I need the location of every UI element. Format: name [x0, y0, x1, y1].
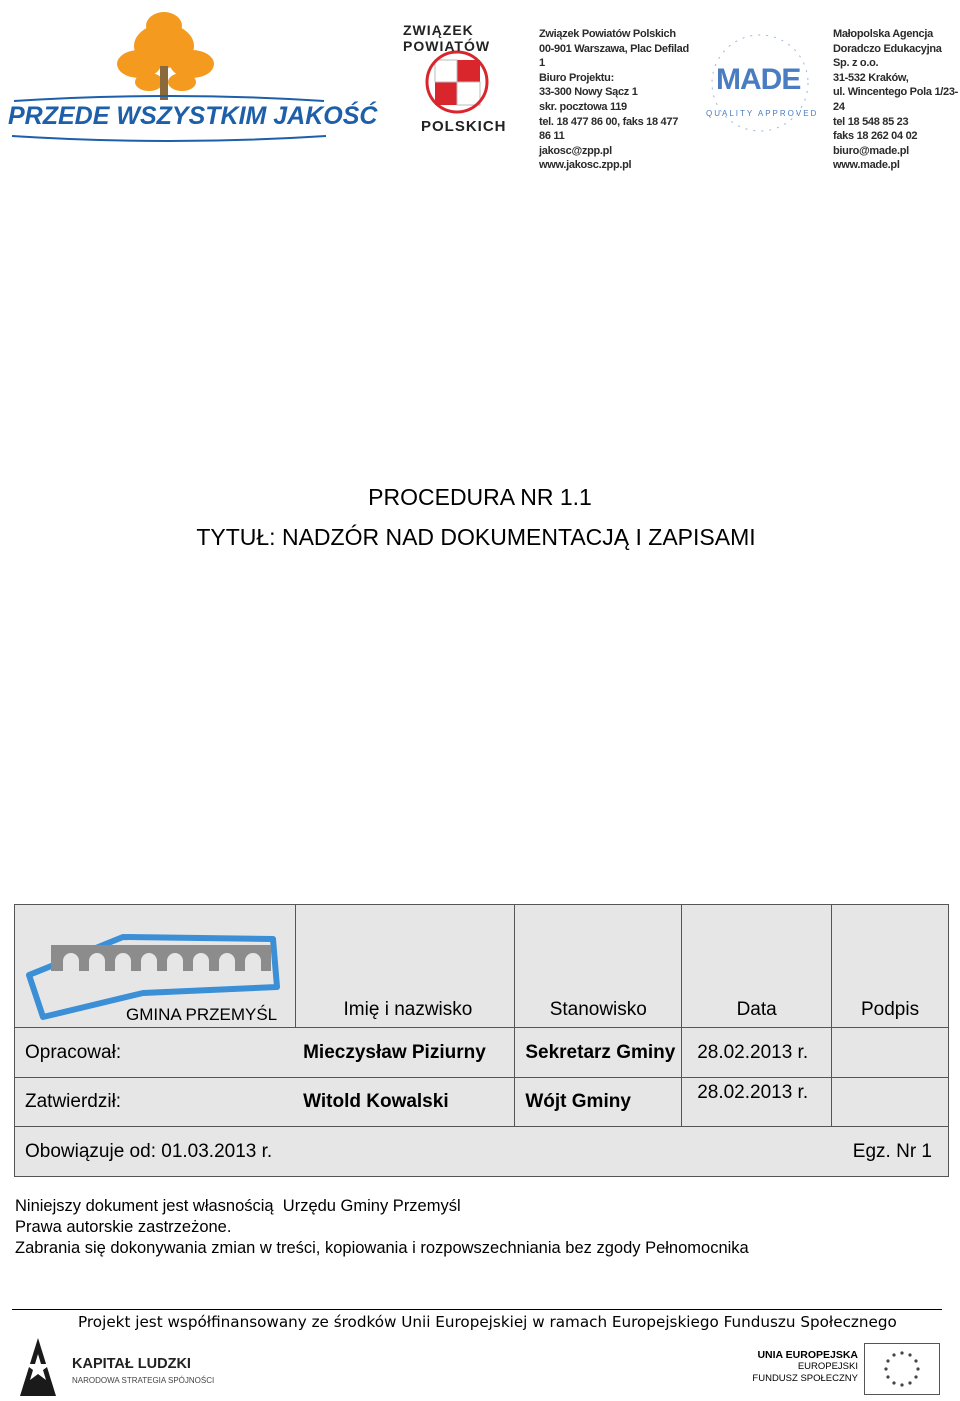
row-label: Zatwierdził:	[15, 1078, 296, 1127]
row-position: Sekretarz Gminy	[515, 1028, 682, 1078]
eu-fund-label	[740, 1349, 858, 1385]
valid-from-row	[15, 1127, 949, 1177]
header-position: Stanowisko	[515, 905, 682, 1028]
zpp-info-line: tel. 18 477 86 00, faks 18 477 86 11	[539, 115, 679, 143]
jakosc-logo-text: PRZEDE WSZYSTKIM JAKOŚĆ	[8, 102, 378, 130]
kapital-ludzki-logo	[16, 1336, 216, 1396]
row-name: Witold Kowalski	[295, 1078, 515, 1127]
made-info-line: www.made.pl	[833, 159, 900, 172]
oak-tree-icon	[4, 6, 334, 106]
row-date: 28.02.2013 r.	[682, 1028, 832, 1078]
gmina-logo-caption: GMINA PRZEMYŚL	[126, 1005, 278, 1024]
table-row	[15, 1028, 949, 1078]
eu-line2: EUROPEJSKI	[797, 1361, 858, 1372]
row-signature	[832, 1078, 949, 1127]
copyright-note: Prawa autorskie zastrzeżone.	[15, 1218, 232, 1236]
zpp-info-line: Biuro Projektu:	[539, 71, 614, 84]
przede-wszystkim-jakosc-logo	[4, 6, 378, 151]
zpp-info-line: skr. pocztowa 119	[539, 100, 627, 113]
zpp-logo	[395, 20, 520, 145]
table-row	[15, 1078, 949, 1127]
row-position: Wójt Gminy	[515, 1078, 682, 1127]
header-name: Imię i nazwisko	[295, 905, 515, 1028]
zpp-info-line: 00-901 Warszawa, Plac Defilad 1	[539, 42, 689, 70]
kapital-ludzki-subtitle: NARODOWA STRATEGIA SPÓJNOŚCI	[72, 1376, 215, 1385]
zpp-ring-text-top: ZWIĄZEK POWIATÓW	[403, 22, 491, 54]
copy-number: Egz. Nr 1	[832, 1127, 949, 1177]
restriction-note: Zabrania się dokonywania zmian w treści, kopiowania i rozpowszechniania bez zgody Pełnomocnika	[15, 1239, 749, 1257]
row-date: 28.02.2013 r.	[682, 1078, 832, 1127]
ownership-note: Niniejszy dokument jest własnością Urzędu Gminy Przemyśl	[15, 1197, 461, 1215]
made-logo-text: MADE	[716, 63, 801, 96]
made-logo	[700, 25, 820, 145]
zpp-ring-text-bottom: POLSKICH	[421, 118, 507, 135]
kapital-ludzki-title: KAPITAŁ LUDZKI	[72, 1356, 191, 1372]
zpp-info-line: 33-300 Nowy Sącz 1	[539, 86, 638, 99]
made-info-line: Doradczo Edukacyjna Sp. z o.o.	[833, 42, 942, 70]
header-date: Data	[682, 905, 832, 1028]
footer-funding-text: Projekt jest współfinansowany ze środków Unii Europejskiej w ramach Europejskiego Funduszu Społecznego	[78, 1313, 897, 1331]
made-info-line: ul. Wincentego Pola 1/23-24	[833, 86, 959, 113]
table-header-row	[15, 905, 949, 1028]
document-subtitle: TYTUŁ: NADZÓR NAD DOKUMENTACJĄ I ZAPISAMI	[196, 524, 756, 550]
eu-line3: FUNDUSZ SPOŁECZNY	[752, 1373, 858, 1384]
zpp-info-line: jakosc@zpp.pl	[539, 144, 612, 157]
made-ring-text: QUALITY APPROVED	[706, 109, 819, 118]
kapital-ludzki-star-icon	[16, 1336, 60, 1398]
eu-line1: UNIA EUROPEJSKA	[757, 1349, 858, 1361]
procedure-table	[14, 904, 949, 1177]
made-info-line: 31-532 Kraków,	[833, 71, 909, 84]
valid-from: Obowiązuje od: 01.03.2013 r.	[15, 1127, 832, 1177]
zpp-info-line: www.jakosc.zpp.pl	[539, 159, 632, 172]
footer-divider	[12, 1309, 942, 1310]
gmina-logo-cell	[15, 905, 296, 1028]
zpp-info-line: Związek Powiatów Polskich	[539, 28, 676, 40]
row-signature	[832, 1028, 949, 1078]
row-name: Mieczysław Piziurny	[295, 1028, 515, 1078]
made-info-line: Małopolska Agencja	[833, 28, 933, 40]
made-info-line: faks 18 262 04 02	[833, 130, 918, 143]
made-info-line: biuro@made.pl	[833, 144, 909, 157]
header-signature: Podpis	[832, 905, 949, 1028]
made-contact-info	[833, 27, 960, 173]
eu-flag-icon	[864, 1343, 940, 1395]
row-label: Opracował:	[15, 1028, 296, 1078]
zpp-contact-info	[539, 27, 689, 173]
made-info-line: tel 18 548 85 23	[833, 115, 909, 128]
document-title: PROCEDURA NR 1.1	[368, 484, 592, 510]
